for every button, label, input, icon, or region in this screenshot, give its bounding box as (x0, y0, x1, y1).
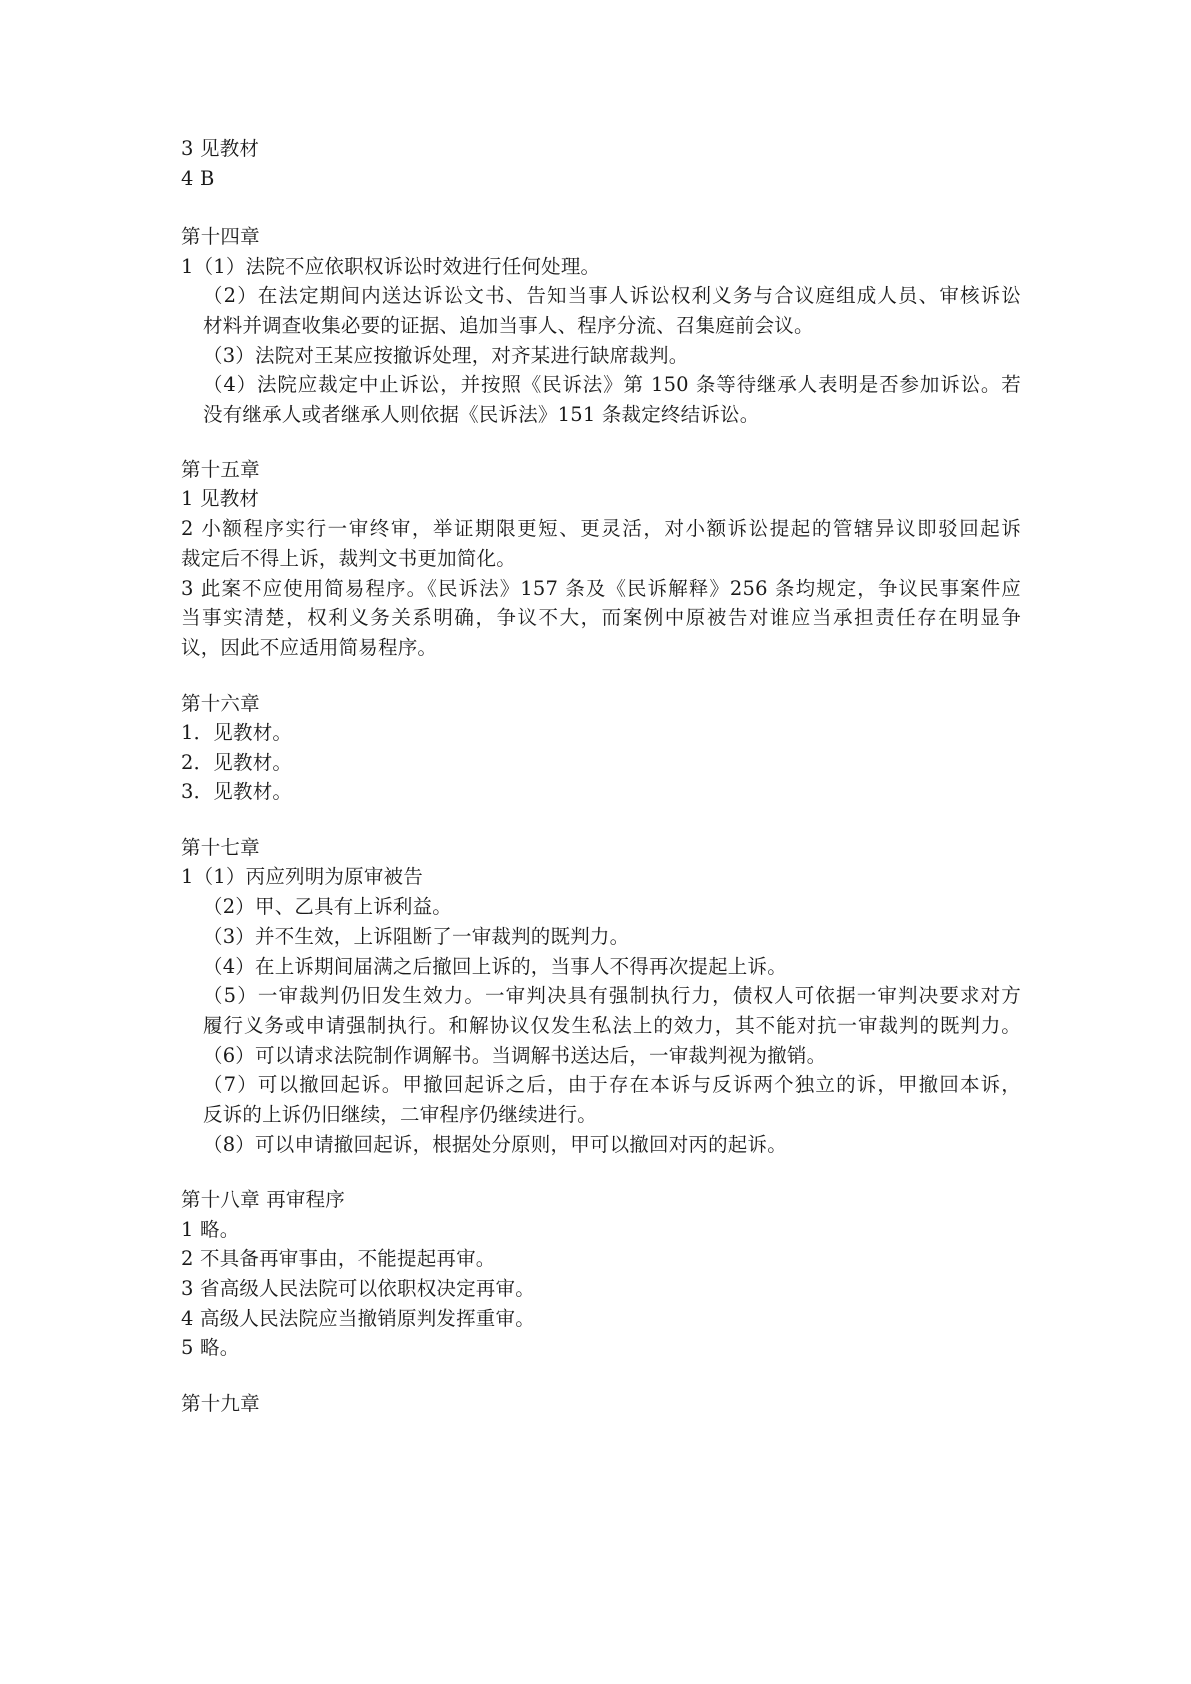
answer-line: （4）在上诉期间届满之后撤回上诉的，当事人不得再次提起上诉。 (203, 955, 787, 978)
answer-line: （3）法院对王某应按撤诉处理，对齐某进行缺席裁判。 (203, 344, 689, 367)
answer-line: 1（1）法院不应依职权诉讼时效进行任何处理。 (181, 255, 601, 278)
answer-line: 1 见教材 (181, 487, 260, 510)
answer-line: 4 高级人民法院应当撤销原判发挥重审。 (181, 1307, 535, 1330)
answer-line: （3）并不生效，上诉阻断了一审裁判的既判力。 (203, 925, 630, 948)
answer-line: 5 略。 (181, 1336, 240, 1359)
answer-line: （2）在法定期间内送达诉讼文书、告知当事人诉讼权利义务与合议庭组成人员、审核诉讼 (203, 284, 1021, 307)
answer-line: 3 省高级人民法院可以依职权决定再审。 (181, 1277, 535, 1300)
answer-line: 1．见教材。 (181, 721, 293, 744)
chapter-heading: 第十六章 (181, 692, 260, 715)
chapter-heading: 第十七章 (181, 836, 260, 859)
answer-line: 2．见教材。 (181, 751, 293, 774)
answer-line: 议，因此不应适用简易程序。 (181, 636, 438, 659)
answer-line: 1 略。 (181, 1218, 240, 1241)
answer-line: 2 不具备再审事由，不能提起再审。 (181, 1247, 496, 1270)
answer-line: （4）法院应裁定中止诉讼，并按照《民诉法》第 150 条等待继承人表明是否参加诉讼。若 (203, 373, 1021, 396)
chapter-heading: 第十九章 (181, 1392, 260, 1415)
answer-line: 3 此案不应使用简易程序。《民诉法》157 条及《民诉解释》256 条均规定，争议民事案件应 (181, 577, 1021, 600)
answer-line: 没有继承人或者继承人则依据《民诉法》151 条裁定终结诉讼。 (203, 403, 760, 426)
answer-line: 当事实清楚，权利义务关系明确，争议不大，而案例中原被告对谁应当承担责任存在明显争 (181, 606, 1021, 629)
answer-line: （2）甲、乙具有上诉利益。 (203, 895, 453, 918)
answer-line: 履行义务或申请强制执行。和解协议仅发生私法上的效力，其不能对抗一审裁判的既判力。 (203, 1014, 1021, 1037)
answer-line: 反诉的上诉仍旧继续，二审程序仍继续进行。 (203, 1103, 598, 1126)
chapter-heading: 第十八章 再审程序 (181, 1188, 345, 1211)
chapter-heading: 第十五章 (181, 458, 260, 481)
answer-line: （8）可以申请撤回起诉，根据处分原则，甲可以撤回对丙的起诉。 (203, 1133, 787, 1156)
answer-line: 裁定后不得上诉，裁判文书更加简化。 (181, 547, 516, 570)
answer-line: （5）一审裁判仍旧发生效力。一审判决具有强制执行力，债权人可依据一审判决要求对方 (203, 984, 1021, 1007)
answer-line: 1（1）丙应列明为原审被告 (181, 865, 423, 888)
chapter-heading: 第十四章 (181, 225, 260, 248)
answer-line: 2 小额程序实行一审终审，举证期限更短、更灵活，对小额诉讼提起的管辖异议即驳回起诉 (181, 517, 1021, 540)
answer-line: 材料并调查收集必要的证据、追加当事人、程序分流、召集庭前会议。 (203, 314, 814, 337)
answer-line: 4 B (181, 167, 215, 190)
answer-line: 3 见教材 (181, 137, 260, 160)
answer-line: 3．见教材。 (181, 780, 293, 803)
answer-line: （6）可以请求法院制作调解书。当调解书送达后，一审裁判视为撤销。 (203, 1044, 827, 1067)
answer-line: （7）可以撤回起诉。甲撤回起诉之后，由于存在本诉与反诉两个独立的诉，甲撤回本诉， (203, 1073, 1021, 1096)
